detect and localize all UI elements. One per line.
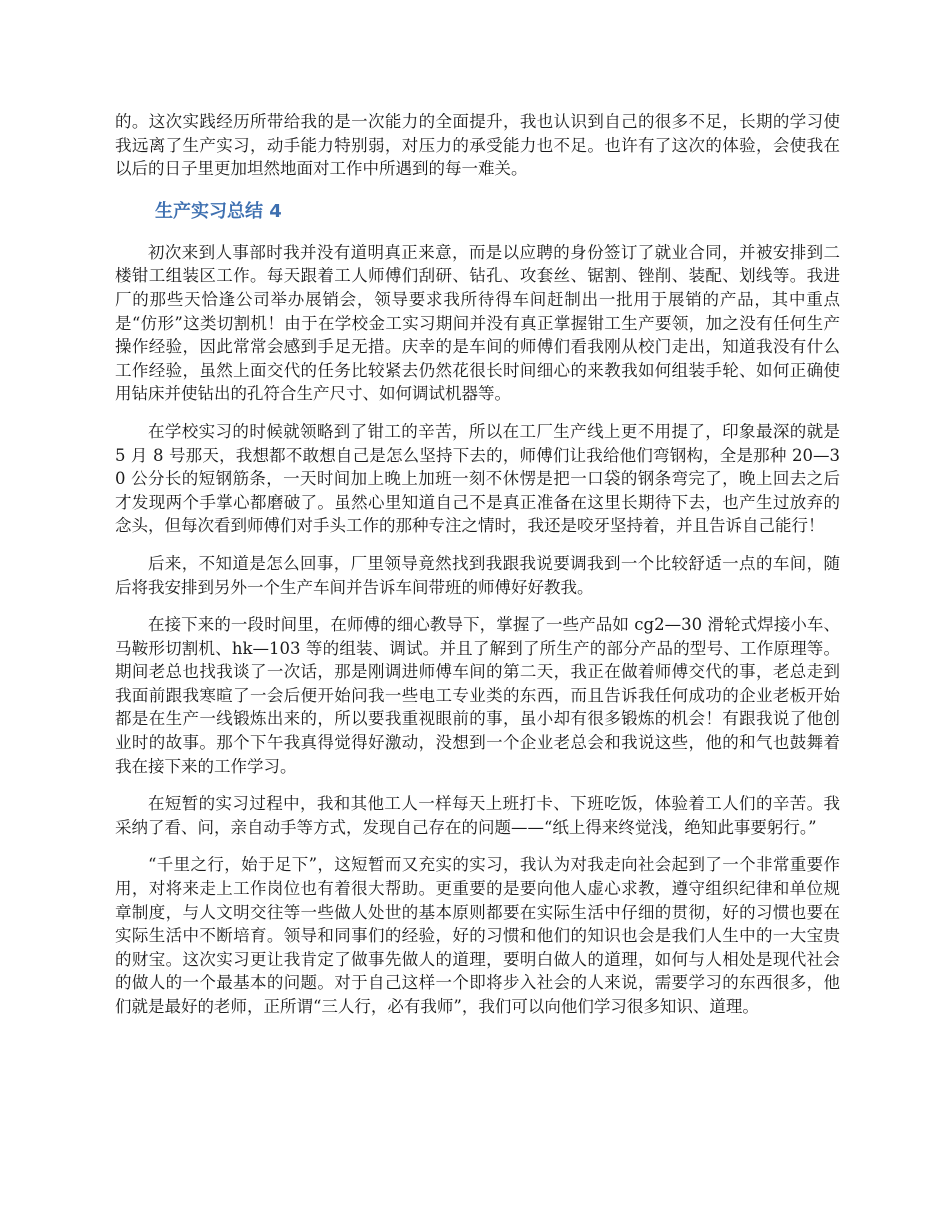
body-paragraph-4: 在接下来的一段时间里，在师傅的细心教导下，掌握了一些产品如 cg2—30 滑轮式焊接小车、马鞍形切割机、hk—103 等的组装、调试。并且了解到了所生产的部分产品的型号、工作原理等。期间老总也找我谈了一次话，那是刚调进师傅车间的第二天，我正在做着师傅交代的事，老总走到我面前跟我寒暄了一会后便开始问我一些电工专业类的东西，而且告诉我任何成功的企业老板开始都是在生产一线锻炼出来的，所以要我重视眼前的事，虽小却有很多锻炼的机会！有跟我说了他创业时的故事。那个下午我真得觉得好激动，没想到一个企业老总会和我说这些，他的和气也鼓舞着我在接下来的工作学习。 xyxy=(115,615,840,776)
intro-paragraph: 的。这次实践经历所带给我的是一次能力的全面提升，我也认识到自己的很多不足，长期的学习使我远离了生产实习，动手能力特别弱，对压力的承受能力也不足。也许有了这次的体验，会使我在以后的日子里更加坦然地面对工作中所遇到的每一难关。 xyxy=(115,112,840,179)
body-paragraph-1: 初次来到人事部时我并没有道明真正来意，而是以应聘的身份签订了就业合同，并被安排到二楼钳工组装区工作。每天跟着工人师傅们刮研、钻孔、攻套丝、锯割、锉削、装配、划线等。我进厂的那些天恰逢公司举办展销会，领导要求我所待得车间赶制出一批用于展销的产品，其中重点是“仿形”这类切割机！由于在学校金工实习期间并没有真正掌握钳工生产要领，加之没有任何生产操作经验，因此常常会感到手足无措。庆幸的是车间的师傅们看我刚从校门走出，知道我没有什么工作经验，虽然上面交代的任务比较紧去仍然花很长时间细心的来教我如何组装手轮、如何正确使用钻床并使钻出的孔符合生产尺寸、如何调试机器等。 xyxy=(115,242,840,404)
body-paragraph-2: 在学校实习的时候就领略到了钳工的辛苦，所以在工厂生产线上更不用提了，印象最深的就是 5 月 8 号那天，我想都不敢想自己是怎么坚持下去的，师傅们让我给他们弯钢构，全是那种 20—30 公分长的短钢筋条，一天时间加上晚上加班一刻不休愣是把一口袋的钢条弯完了，晚上回去之后才发现两个手掌心都磨破了。虽然心里知道自己不是真正准备在这里长期待下去，也产生过放弃的念头，但每次看到师傅们对手头工作的那种专注之情时，我还是咬牙坚持着，并且告诉自己能行！ xyxy=(115,421,840,536)
body-paragraph-3: 后来，不知道是怎么回事，厂里领导竟然找到我跟我说要调我到一个比较舒适一点的车间，随后将我安排到另外一个生产车间并告诉车间带班的师傅好好教我。 xyxy=(115,553,840,597)
body-paragraph-6: “千里之行，始于足下”，这短暂而又充实的实习，我认为对我走向社会起到了一个非常重要作用，对将来走上工作岗位也有着很大帮助。更重要的是要向他人虚心求教，遵守组织纪律和单位规章制度，与人文明交往等一些做人处世的基本原则都要在实际生活中仔细的贯彻，好的习惯也要在实际生活中不断培育。领导和同事们的经验，好的习惯和他们的知识也会是我们人生中的一大宝贵的财宝。这次实习更让我肯定了做事先做人的道理，要明白做人的道理，如何与人相处是现代社会的做人的一个最基本的问题。对于自己这样一个即将步入社会的人来说，需要学习的东西很多，他们就是最好的老师，正所谓“三人行，必有我师”，我们可以向他们学习很多知识、道理。 xyxy=(115,855,840,1016)
document-page xyxy=(115,110,840,1019)
body-paragraph-5: 在短暂的实习过程中，我和其他工人一样每天上班打卡、下班吃饭，体验着工人们的辛苦。我采纳了看、问，亲自动手等方式，发现自己存在的问题——“纸上得来终觉浅，绝知此事要躬行。” xyxy=(115,794,840,837)
section-heading: 生产实习总结 4 xyxy=(155,200,282,222)
